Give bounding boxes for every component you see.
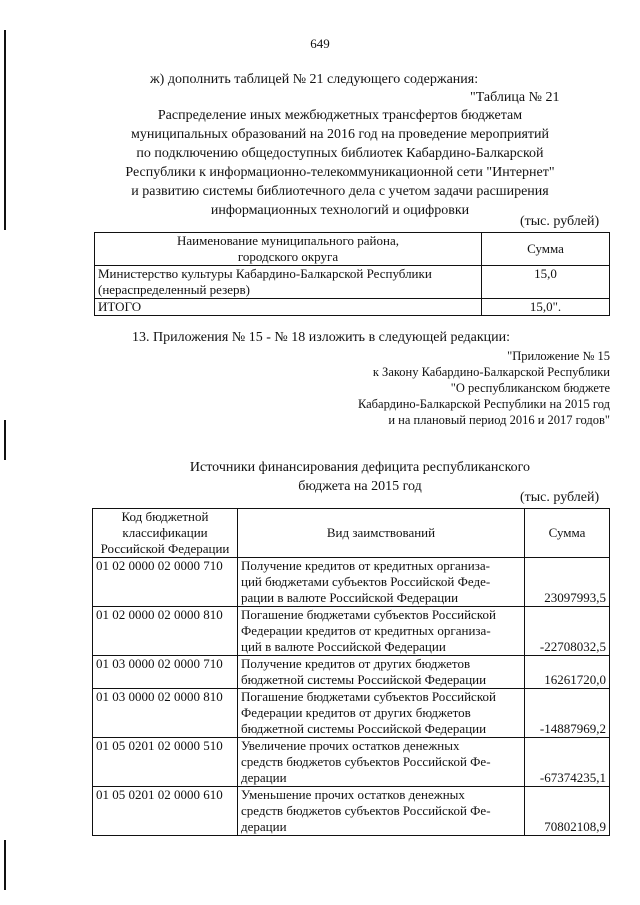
- table-header-row: [93, 509, 610, 558]
- table-row: [93, 787, 610, 836]
- row-desc: [238, 558, 525, 607]
- row-code: 01 03 0000 02 0000 810: [93, 689, 238, 738]
- table-row: [93, 558, 610, 607]
- row-desc-line: дерации: [241, 819, 287, 834]
- row-desc-line: рации в валюте Российской Федерации: [241, 590, 459, 605]
- margin-mark: [4, 30, 6, 230]
- table-header-row: [95, 233, 610, 266]
- margin-mark: [4, 420, 6, 460]
- title-line: по подключению общедоступных библиотек Кабардино-Балкарской: [136, 146, 544, 161]
- financing-sources-table: [92, 508, 610, 836]
- row-name: [95, 266, 482, 299]
- row-desc-line: Получение кредитов от других бюджетов: [241, 656, 471, 671]
- header-code-line: Российской Федерации: [100, 541, 230, 556]
- row-desc: [238, 738, 525, 787]
- row-desc-line: ций в валюте Российской Федерации: [241, 639, 446, 654]
- row-desc-line: бюджетной системы Российской Федерации: [241, 672, 487, 687]
- row-sum: 15,0: [482, 266, 610, 299]
- row-sum: 23097993,5: [525, 558, 610, 607]
- section-13: 13. Приложения № 15 - № 18 изложить в следующей редакции:: [132, 330, 511, 345]
- row-desc: [238, 787, 525, 836]
- row-code: 01 05 0201 02 0000 510: [93, 738, 238, 787]
- row-desc: [238, 656, 525, 689]
- row-sum: 15,0".: [482, 299, 610, 316]
- row-desc-line: средств бюджетов субъектов Российской Фе-: [241, 754, 491, 769]
- title-line: и развитию системы библиотечного дела с учетом задачи расширения: [131, 184, 549, 199]
- table-row: [93, 607, 610, 656]
- title-line: бюджета на 2015 год: [298, 479, 422, 494]
- row-name-line: Министерство культуры Кабардино-Балкарской Республики: [98, 266, 432, 281]
- row-desc-line: ций бюджетами субъектов Российской Феде-: [241, 574, 491, 589]
- row-desc-line: бюджетной системы Российской Федерации: [241, 721, 487, 736]
- row-name-line: (нераспределенный резерв): [98, 282, 250, 297]
- row-desc-line: Погашение бюджетами субъектов Российской: [241, 689, 496, 704]
- title-line: Распределение иных межбюджетных трансфертов бюджетам: [157, 108, 523, 123]
- row-desc-line: дерации: [241, 770, 287, 785]
- row-desc-line: Федерации кредитов от других бюджетов: [241, 705, 471, 720]
- appendix-line: "О республиканском бюджете: [450, 381, 610, 395]
- unit-label: (тыс. рублей): [520, 490, 600, 505]
- header-sum: Сумма: [482, 233, 610, 266]
- header-code: [93, 509, 238, 558]
- row-code: 01 05 0201 02 0000 610: [93, 787, 238, 836]
- appendix-line: к Закону Кабардино-Балкарской Республики: [372, 365, 610, 379]
- table21: [94, 232, 610, 316]
- title-line: Республики к информационно-телекоммуникационной сети "Интернет": [125, 165, 555, 180]
- row-sum: 70802108,9: [525, 787, 610, 836]
- row-desc: [238, 689, 525, 738]
- header-name: [95, 233, 482, 266]
- row-desc: [238, 607, 525, 656]
- table-row: [93, 738, 610, 787]
- row-sum: 16261720,0: [525, 656, 610, 689]
- row-desc-line: средств бюджетов субъектов Российской Фе-: [241, 803, 491, 818]
- row-code: 01 02 0000 02 0000 810: [93, 607, 238, 656]
- row-desc-line: Уменьшение прочих остатков денежных: [241, 787, 465, 802]
- row-desc-line: Получение кредитов от кредитных организа-: [241, 558, 490, 573]
- row-desc-line: Погашение бюджетами субъектов Российской: [241, 607, 496, 622]
- header-code-line: Код бюджетной: [121, 509, 209, 524]
- appendix-line: Кабардино-Балкарской Республики на 2015 год: [357, 397, 610, 411]
- row-desc-line: Федерации кредитов от кредитных организа-: [241, 623, 491, 638]
- table-tag: "Таблица № 21: [470, 90, 560, 105]
- table-row: [95, 266, 610, 299]
- row-sum: -14887969,2: [525, 689, 610, 738]
- table-row: [93, 689, 610, 738]
- table-row: [93, 656, 610, 689]
- unit-label: (тыс. рублей): [520, 214, 600, 229]
- row-code: 01 03 0000 02 0000 710: [93, 656, 238, 689]
- header-name-line: Наименование муниципального района,: [177, 233, 399, 248]
- appendix-header: [310, 348, 610, 428]
- row-sum: -22708032,5: [525, 607, 610, 656]
- table21-title: [60, 106, 620, 220]
- intro-line: ж) дополнить таблицей № 21 следующего содержания:: [150, 72, 479, 87]
- table-row-total: [95, 299, 610, 316]
- appendix-line: "Приложение № 15: [507, 349, 610, 363]
- header-type: Вид заимствований: [238, 509, 525, 558]
- title-line: муниципальных образований на 2016 год на проведение мероприятий: [130, 127, 550, 142]
- header-sum: Сумма: [525, 509, 610, 558]
- header-name-line: городского округа: [237, 249, 339, 264]
- header-code-line: классификации: [122, 525, 208, 540]
- title-line: Источники финансирования дефицита республиканского: [189, 460, 531, 475]
- page-number: 649: [310, 36, 330, 51]
- row-sum: -67374235,1: [525, 738, 610, 787]
- row-name: ИТОГО: [95, 299, 482, 316]
- margin-mark: [4, 840, 6, 890]
- row-code: 01 02 0000 02 0000 710: [93, 558, 238, 607]
- row-desc-line: Увеличение прочих остатков денежных: [241, 738, 460, 753]
- appendix-line: и на плановый период 2016 и 2017 годов": [388, 413, 610, 427]
- title-line: информационных технологий и оцифровки: [210, 203, 470, 218]
